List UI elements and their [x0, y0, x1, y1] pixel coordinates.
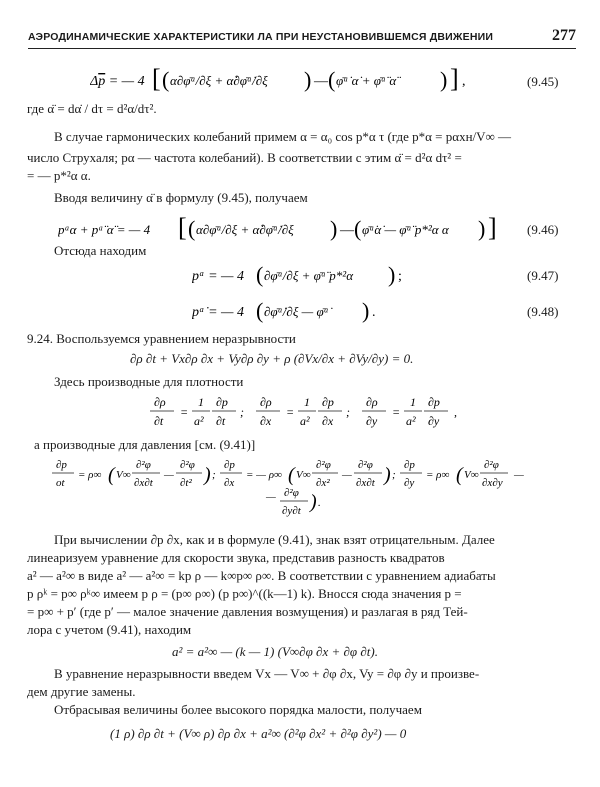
- svg-text:pᵃα + pᵃ̈ α̈ = — 4: pᵃα + pᵃ̈ α̈ = — 4: [58, 222, 151, 237]
- svg-text:∂p: ∂p: [56, 459, 67, 471]
- svg-text:V∞: V∞: [116, 469, 131, 481]
- svg-text:(: (: [328, 67, 336, 92]
- svg-text:(: (: [456, 464, 463, 486]
- equation-density-derivatives: [150, 392, 480, 434]
- svg-text:—: —: [514, 469, 524, 481]
- svg-text:∂φ̄ᵃ/∂ξ + φ̄ᵃ̈ p*²α: ∂φ̄ᵃ/∂ξ + φ̄ᵃ̈ p*²α: [264, 268, 354, 283]
- svg-text:∂²φ: ∂²φ: [180, 459, 195, 471]
- svg-text:∂x∂t: ∂x∂t: [356, 477, 375, 489]
- svg-text:∂ρ: ∂ρ: [154, 395, 166, 409]
- page-header: [28, 28, 576, 49]
- svg-text:(: (: [256, 298, 264, 323]
- svg-text:—: —: [314, 74, 328, 89]
- equation-sound-speed: a² = a²∞ — (k — 1) (V∞∂φ ∂x + ∂φ ∂t).: [172, 644, 378, 659]
- svg-text:]: ]: [450, 64, 459, 93]
- svg-text:]: ]: [488, 213, 497, 242]
- svg-text:;: ;: [240, 405, 244, 419]
- equation-pressure-derivatives: [52, 456, 552, 522]
- text-line: При вычислении ∂p ∂x, как и в формуле (9.41), знак взят отрицательным. Далее: [54, 532, 495, 547]
- svg-text:∂y: ∂y: [366, 414, 378, 428]
- svg-text:∂p: ∂p: [428, 395, 440, 409]
- svg-text:): ): [362, 298, 370, 323]
- svg-text:= — ρ∞: = — ρ∞: [246, 469, 282, 481]
- text-line: линеаризуем уравнение для скорости звука, представив разность квадратов: [27, 550, 445, 565]
- svg-text:∂t: ∂t: [216, 414, 226, 428]
- svg-text:∂²φ: ∂²φ: [484, 459, 499, 471]
- svg-text:(: (: [288, 464, 295, 486]
- svg-text:1: 1: [198, 395, 204, 409]
- svg-text:[: [: [152, 64, 161, 93]
- svg-text:∂ρ: ∂ρ: [366, 395, 378, 409]
- svg-text:a²: a²: [406, 414, 416, 428]
- equation-9-45: [90, 60, 470, 96]
- svg-text:): ): [304, 67, 312, 92]
- text-line: Отсюда находим: [54, 243, 147, 258]
- svg-text:∂x: ∂x: [260, 414, 272, 428]
- svg-text:=: =: [180, 405, 189, 419]
- svg-text:—: —: [340, 223, 354, 238]
- svg-text:=: =: [286, 405, 295, 419]
- svg-text:∂t²: ∂t²: [180, 477, 192, 489]
- text-line: Здесь производные для плотности: [54, 374, 244, 389]
- svg-text:φ̄ᵃ̇α̇ — φ̄ᵃ̈ p*²α α: φ̄ᵃ̇α̇ — φ̄ᵃ̈ p*²α α: [362, 222, 449, 237]
- svg-text:,: ,: [462, 74, 466, 89]
- svg-text:∂y: ∂y: [404, 477, 415, 489]
- svg-text:;: ;: [398, 269, 402, 284]
- svg-text:α∂φ̄ᵃ/∂ξ + α̇∂φ̄ᵃ̇/∂ξ: α∂φ̄ᵃ/∂ξ + α̇∂φ̄ᵃ̇/∂ξ: [170, 73, 268, 88]
- running-head: АЭРОДИНАМИЧЕСКИЕ ХАРАКТЕРИСТИКИ ЛА ПРИ НЕУСТАНОВИВШЕМСЯ ДВИЖЕНИИ: [28, 31, 494, 43]
- svg-text:): ): [440, 67, 448, 92]
- equation-continuity: ∂ρ ∂t + Vx∂ρ ∂x + Vy∂ρ ∂y + ρ (∂Vx/∂x + ∂Vy/∂y) = 0.: [130, 351, 414, 366]
- text-line: p ρᵏ = p∞ ρᵏ∞ имеем p ρ = (p∞ ρ∞) (p p∞)^((k—1) k). Вносся сюда значения p =: [27, 586, 462, 601]
- equation-number: (9.45): [527, 74, 559, 89]
- text-line: = — p*²α α.: [27, 168, 91, 183]
- svg-text:∂x: ∂x: [224, 477, 235, 489]
- svg-text:∂y∂t: ∂y∂t: [282, 505, 301, 517]
- svg-text:): ): [330, 216, 338, 241]
- svg-text:V∞: V∞: [464, 469, 479, 481]
- text-line: а производные для давления [см. (9.41)]: [34, 437, 256, 452]
- equation-final: (1 ρ) ∂ρ ∂t + (V∞ ρ) ∂ρ ∂x + a²∞ (∂²φ ∂x² + ∂²φ ∂y²) — 0: [110, 726, 407, 741]
- page-number: 277: [552, 27, 576, 44]
- svg-text:pᵃ̇ = — 4: pᵃ̇ = — 4: [192, 305, 244, 320]
- svg-text:): ): [478, 216, 486, 241]
- svg-text:= ρ∞: = ρ∞: [426, 469, 450, 481]
- section-heading: 9.24. Воспользуемся уравнением неразрывности: [27, 331, 296, 346]
- svg-text:∂y: ∂y: [428, 414, 440, 428]
- svg-text:;: ;: [392, 469, 396, 481]
- svg-text:φ̄ᵃ̇ α̇ + φ̄ᵃ̈ α̈: φ̄ᵃ̇ α̇ + φ̄ᵃ̈ α̈: [336, 73, 397, 88]
- text-line: В случае гармонических колебаний примем α = α₀ cos p*α τ (где p*α = pαxн/V∞ —: [54, 129, 512, 144]
- svg-text:(: (: [256, 262, 264, 287]
- svg-text:(: (: [108, 464, 115, 486]
- svg-text:ot: ot: [56, 477, 65, 489]
- svg-text:a²: a²: [194, 414, 204, 428]
- svg-text:∂²φ: ∂²φ: [316, 459, 331, 471]
- svg-text:=: =: [392, 405, 401, 419]
- svg-text:): ): [310, 491, 317, 513]
- svg-text:V∞: V∞: [296, 469, 311, 481]
- text-line: В уравнение неразрывности введем Vx — V∞ + ∂φ ∂x, Vy = ∂φ ∂y и произве-: [54, 666, 480, 681]
- equation-9-46: [58, 209, 498, 245]
- svg-text:∂ρ: ∂ρ: [260, 395, 272, 409]
- svg-text:—: —: [164, 469, 174, 481]
- text-line: где α̈ = dα̇ / dτ = d²α/dτ².: [27, 101, 157, 116]
- equation-number: (9.46): [527, 222, 559, 237]
- svg-text:∂x²: ∂x²: [316, 477, 330, 489]
- svg-text:∂p: ∂p: [224, 459, 235, 471]
- svg-text:): ): [388, 262, 396, 287]
- svg-text:= ρ∞: = ρ∞: [78, 469, 102, 481]
- svg-text:1: 1: [410, 395, 416, 409]
- svg-text:∂²φ: ∂²φ: [136, 459, 151, 471]
- text-line: дем другие замены.: [27, 684, 136, 699]
- text-line: Вводя величину α̈ в формулу (9.45), получаем: [54, 190, 308, 205]
- equation-9-47: [192, 257, 432, 291]
- svg-text:a²: a²: [300, 414, 310, 428]
- svg-text:—: —: [266, 491, 276, 503]
- svg-text:pᵃ = — 4: pᵃ = — 4: [192, 269, 244, 284]
- svg-text:): ): [204, 464, 211, 486]
- svg-text:∂p: ∂p: [404, 459, 415, 471]
- equation-number: (9.47): [527, 268, 559, 283]
- svg-text:.: .: [318, 497, 321, 509]
- svg-text:∂²φ: ∂²φ: [284, 487, 299, 499]
- svg-text:;: ;: [212, 469, 216, 481]
- svg-text:1: 1: [304, 395, 310, 409]
- svg-text:α∂φ̄ᵃ/∂ξ + α̇∂φ̄ᵃ̇/∂ξ: α∂φ̄ᵃ/∂ξ + α̇∂φ̄ᵃ̇/∂ξ: [196, 222, 294, 237]
- svg-text:.: .: [372, 305, 376, 320]
- text-line: a² — a²∞ в виде a² — a²∞ = kp ρ — k∞p∞ ρ∞. В соответствии с уравнением адиабаты: [27, 568, 496, 583]
- text-line: число Струхаля; pα — частота колебаний). В соответствии с этим α̈ = d²α dτ² =: [27, 150, 462, 165]
- svg-text:(: (: [162, 67, 170, 92]
- equation-9-48: [192, 293, 432, 327]
- svg-text:(: (: [188, 216, 196, 241]
- svg-text:∂t: ∂t: [154, 414, 164, 428]
- svg-text:∂x: ∂x: [322, 414, 334, 428]
- svg-text:—: —: [342, 469, 352, 481]
- svg-text:∂x∂y: ∂x∂y: [482, 477, 503, 489]
- svg-text:∂p: ∂p: [322, 395, 334, 409]
- svg-text:∂x∂t: ∂x∂t: [134, 477, 153, 489]
- text-line: = p∞ + p′ (где p′ — малое значение давления возмущения) и разлагая в ряд Тей-: [27, 604, 468, 619]
- equation-number: (9.48): [527, 304, 559, 319]
- svg-text:,: ,: [454, 405, 457, 419]
- svg-text:): ): [384, 464, 391, 486]
- text-line: лора с учетом (9.41), находим: [27, 622, 192, 637]
- svg-text:;: ;: [346, 405, 350, 419]
- svg-text:∂φ̄ᵃ̇/∂ξ — φ̄ᵃ̇: ∂φ̄ᵃ̇/∂ξ — φ̄ᵃ̇: [264, 304, 329, 319]
- text-line: Отбрасывая величины более высокого порядка малости, получаем: [54, 702, 422, 717]
- svg-text:[: [: [178, 213, 187, 242]
- svg-text:Δp = — 4: Δp = — 4: [90, 74, 145, 89]
- svg-text:∂²φ: ∂²φ: [358, 459, 373, 471]
- svg-text:∂p: ∂p: [216, 395, 228, 409]
- svg-text:(: (: [354, 216, 362, 241]
